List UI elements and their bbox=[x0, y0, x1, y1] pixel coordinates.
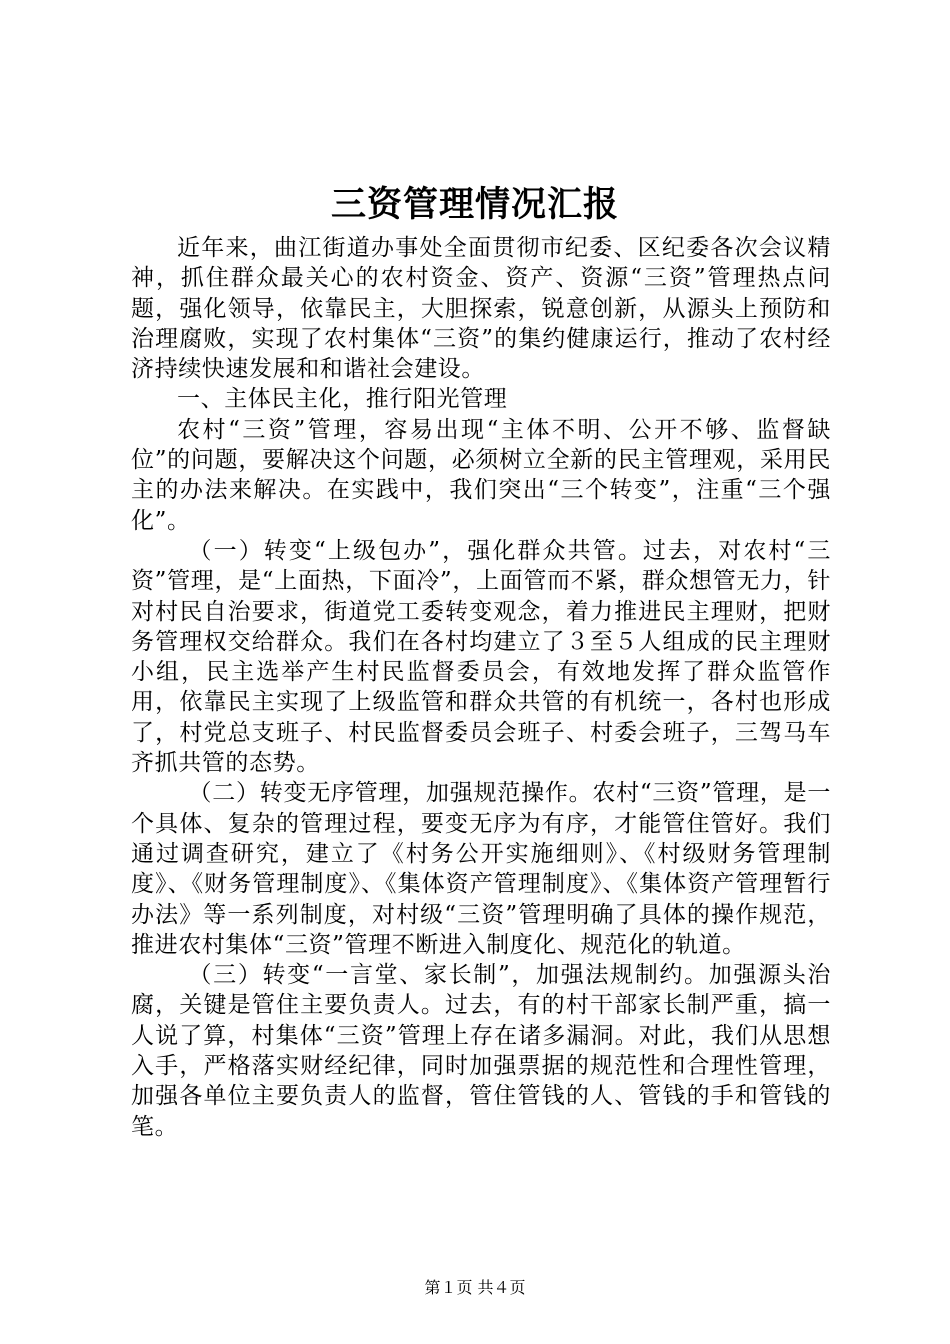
document-body bbox=[131, 233, 831, 1142]
document-title: 三资管理情况汇报 bbox=[330, 184, 619, 225]
page-footer: 第１页 共４页 bbox=[424, 1278, 526, 1297]
subsection-paragraph-1: （一）转变“上级包办”，强化群众共管。过去，对农村“三资”管理，是“上面热，下面冷”，上面管而不紧，群众想管无力，针对村民自治要求，街道党工委转变观念，着力推进民主理财，把财务管理权交给群众。我们在各村均建立了３至５人组成的民主理财小组，民主选举产生村民监督委员会，有效地发挥了群众监管作用，依靠民主实现了上级监管和群众共管的有机统一，各村也形成了，村党总支班子、村民监督委员会班子、村委会班子，三驾马车齐抓共管的态势。 bbox=[131, 537, 831, 777]
intro-paragraph: 近年来，曲江街道办事处全面贯彻市纪委、区纪委各次会议精神，抓住群众最关心的农村资金、资产、资源“三资”管理热点问题，强化领导，依靠民主，大胆探索，锐意创新，从源头上预防和治理腐败，实现了农村集体“三资”的集约健康运行，推动了农村经济持续快速发展和和谐社会建设。 bbox=[131, 235, 831, 383]
section-paragraph: 农村“三资”管理，容易出现“主体不明、公开不够、监督缺位”的问题，要解决这个问题，必须树立全新的民主管理观，采用民主的办法来解决。在实践中，我们突出“三个转变”，注重“三个强化”。 bbox=[131, 416, 831, 534]
subsection-paragraph-3: （三）转变“一言堂、家长制”，加强法规制约。加强源头治腐，关键是管住主要负责人。过去，有的村干部家长制严重，搞一人说了算，村集体“三资”管理上存在诸多漏洞。对此，我们从思想入手，严格落实财经纪律，同时加强票据的规范性和合理性管理，加强各单位主要负责人的监督，管住管钱的人、管钱的手和管钱的笔。 bbox=[131, 962, 831, 1140]
section-heading: 一、主体民主化，推行阳光管理 bbox=[177, 386, 508, 413]
subsection-paragraph-2: （二）转变无序管理，加强规范操作。农村“三资”管理，是一个具体、复杂的管理过程，要变无序为有序，才能管住管好。我们通过调查研究，建立了《村务公开实施细则》、《村级财务管理制度》、《财务管理制度》、《集体资产管理制度》、《集体资产管理暂行办法》等一系列制度，对村级“三资”管理明确了具体的操作规范，推进农村集体“三资”管理不断进入制度化、规范化的轨道。 bbox=[131, 780, 831, 958]
